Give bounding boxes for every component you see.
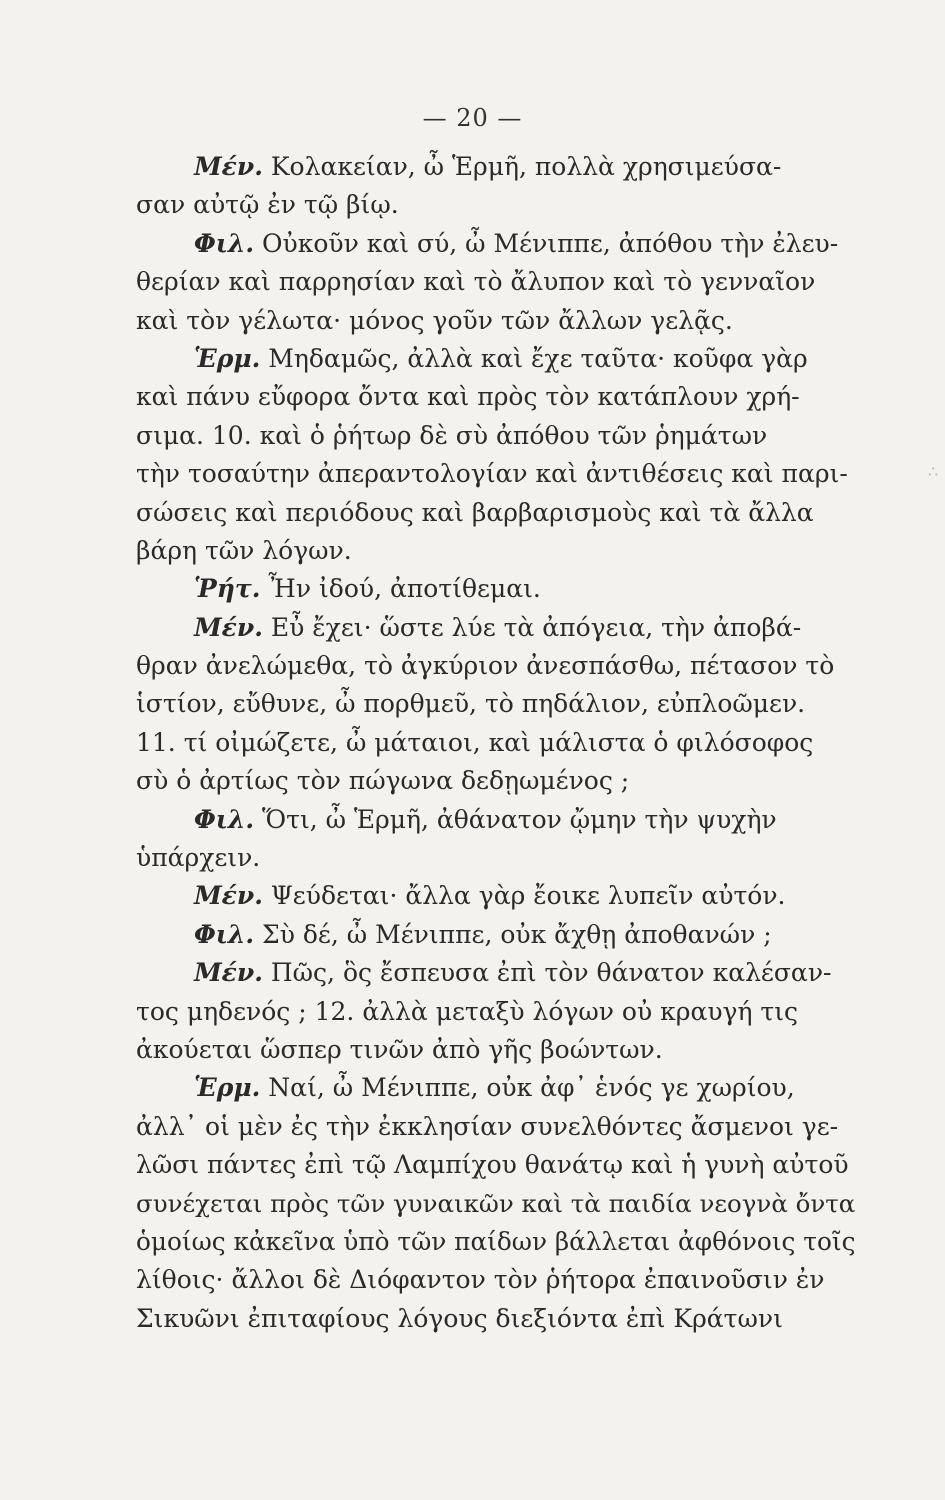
speaker-label: Μέν.: [194, 612, 263, 642]
line-text: Ὅτι, ὦ Ἑρμῆ, ἀθάνατον ᾤμην τὴν ψυχὴν: [254, 804, 777, 834]
line-text: βάρη τῶν λόγων.: [136, 535, 352, 565]
text-line: [136, 1223, 856, 1261]
text-line: [136, 455, 856, 493]
line-text: Εὖ ἔχει· ὥστε λύε τὰ ἀπόγεια, τὴν ἀποβά-: [262, 612, 802, 642]
text-line: [136, 417, 856, 455]
line-text: Κολακείαν, ὦ Ἑρμῆ, πολλὰ χρησιμεύσα-: [262, 152, 782, 181]
speaker-label: Μέν.: [194, 152, 263, 181]
text-line: [136, 1031, 856, 1069]
speaker-label: Ἑρμ.: [194, 1073, 261, 1103]
speaker-label: Ῥήτ.: [194, 574, 261, 604]
text-line: [136, 685, 856, 723]
text-line: [136, 839, 856, 877]
text-line: [136, 570, 856, 608]
text-line: [136, 1185, 856, 1223]
text-line: [136, 494, 856, 532]
text-line: [136, 1108, 856, 1146]
line-text: Σὺ δέ, ὦ Μένιππε, οὐκ ἄχθῃ ἀποθανών ;: [254, 919, 772, 949]
line-text: καὶ πάνυ εὔφορα ὄντα καὶ πρὸς τὸν κατάπλουν χρή-: [136, 382, 800, 412]
text-line: [136, 340, 856, 378]
line-text: λίθοις· ἄλλοι δὲ Διόφαντον τὸν ῥήτορα ἐπαινοῦσιν ἐν: [136, 1265, 825, 1295]
text-line: [136, 877, 856, 915]
speaker-label: Ἑρμ.: [194, 343, 261, 373]
page-number: — 20 —: [422, 104, 523, 132]
line-text: Οὐκοῦν καὶ σύ, ὦ Μένιππε, ἀπόθου τὴν ἐλευ-: [254, 228, 839, 258]
line-text: Πῶς, ὃς ἔσπευσα ἐπὶ τὸν θάνατον καλέσαν-: [262, 958, 832, 988]
text-line: [136, 801, 856, 839]
line-text: Ἦν ἰδού, ἀποτίθεμαι.: [260, 574, 541, 604]
text-line: [136, 647, 856, 685]
line-text: ἱστίον, εὔθυνε, ὦ πορθμεῦ, τὸ πηδάλιον, εὐπλοῶμεν.: [136, 689, 806, 719]
bleed-mark: ∴: [928, 462, 939, 481]
text-line: [136, 724, 856, 762]
line-text: συνέχεται πρὸς τῶν γυναικῶν καὶ τὰ παιδία νεογνὰ ὄντα: [136, 1188, 856, 1218]
text-line: [136, 916, 856, 954]
line-text: Ναί, ὦ Μένιππε, οὐκ ἀφ᾿ ἑνός γε χωρίου,: [260, 1073, 795, 1103]
speaker-label: Φιλ.: [194, 919, 255, 949]
line-text: τὴν τοσαύτην ἀπεραντολογίαν καὶ ἀντιθέσεις καὶ παρι-: [136, 459, 848, 489]
speaker-label: Φιλ.: [194, 804, 255, 834]
line-text: θερίαν καὶ παρρησίαν καὶ τὸ ἄλυπον καὶ τὸ γενναῖον: [136, 267, 816, 297]
line-text: σαν αὐτῷ ἐν τῷ βίῳ.: [136, 190, 399, 220]
text-line: [136, 762, 856, 800]
line-text: Σικυῶνι ἐπιταφίους λόγους διεξιόντα ἐπὶ Κράτωνι: [136, 1303, 783, 1333]
line-text: ὁμοίως κἀκεῖνα ὑπὸ τῶν παίδων βάλλεται ἀφθόνοις τοῖς: [136, 1226, 856, 1256]
line-text: σὺ ὁ ἀρτίως τὸν πώγωνα δεδῃωμένος ;: [136, 766, 630, 796]
text-line: [136, 263, 856, 301]
body-text: [136, 148, 856, 1338]
text-line: [136, 1069, 856, 1107]
line-text: σιμα. 10. καὶ ὁ ῥήτωρ δὲ σὺ ἀπόθου τῶν ῥημάτων: [136, 420, 768, 450]
line-text: σώσεις καὶ περιόδους καὶ βαρβαρισμοὺς καὶ τὰ ἄλλα: [136, 497, 814, 527]
line-text: λῶσι πάντες ἐπὶ τῷ Λαμπίχου θανάτῳ καὶ ἡ γυνὴ αὐτοῦ: [136, 1150, 849, 1180]
text-line: [136, 148, 856, 186]
line-text: ἀλλ᾿ οἱ μὲν ἐς τὴν ἐκκλησίαν συνελθόντες ἄσμενοι γε-: [136, 1111, 839, 1141]
text-line: [136, 186, 856, 224]
text-line: [136, 954, 856, 992]
line-text: ὑπάρχειν.: [136, 843, 261, 873]
line-text: θραν ἀνελώμεθα, τὸ ἀγκύριον ἀνεσπάσθω, πέτασον τὸ: [136, 651, 835, 681]
line-text: Μηδαμῶς, ἀλλὰ καὶ ἔχε ταῦτα· κοῦφα γὰρ: [260, 343, 808, 373]
line-text: ἀκούεται ὥσπερ τινῶν ἀπὸ γῆς βοώντων.: [136, 1034, 663, 1064]
line-text: 11. τί οἰμώζετε, ὦ μάταιοι, καὶ μάλιστα ὁ φιλόσοφος: [136, 727, 814, 757]
line-text: καὶ τὸν γέλωτα· μόνος γοῦν τῶν ἄλλων γελᾷς.: [136, 305, 733, 335]
text-line: [136, 993, 856, 1031]
text-line: [136, 302, 856, 340]
text-line: [136, 532, 856, 570]
line-text: Ψεύδεται· ἄλλα γὰρ ἔοικε λυπεῖν αὐτόν.: [262, 881, 786, 911]
speaker-label: Φιλ.: [194, 228, 255, 258]
text-line: [136, 609, 856, 647]
text-line: [136, 1300, 856, 1338]
speaker-label: Μέν.: [194, 958, 263, 988]
speaker-label: Μέν.: [194, 881, 263, 911]
text-line: [136, 225, 856, 263]
text-line: [136, 1261, 856, 1299]
line-text: τος μηδενός ; 12. ἀλλὰ μεταξὺ λόγων οὐ κραυγή τις: [136, 996, 799, 1026]
text-line: [136, 1146, 856, 1184]
text-line: [136, 378, 856, 416]
